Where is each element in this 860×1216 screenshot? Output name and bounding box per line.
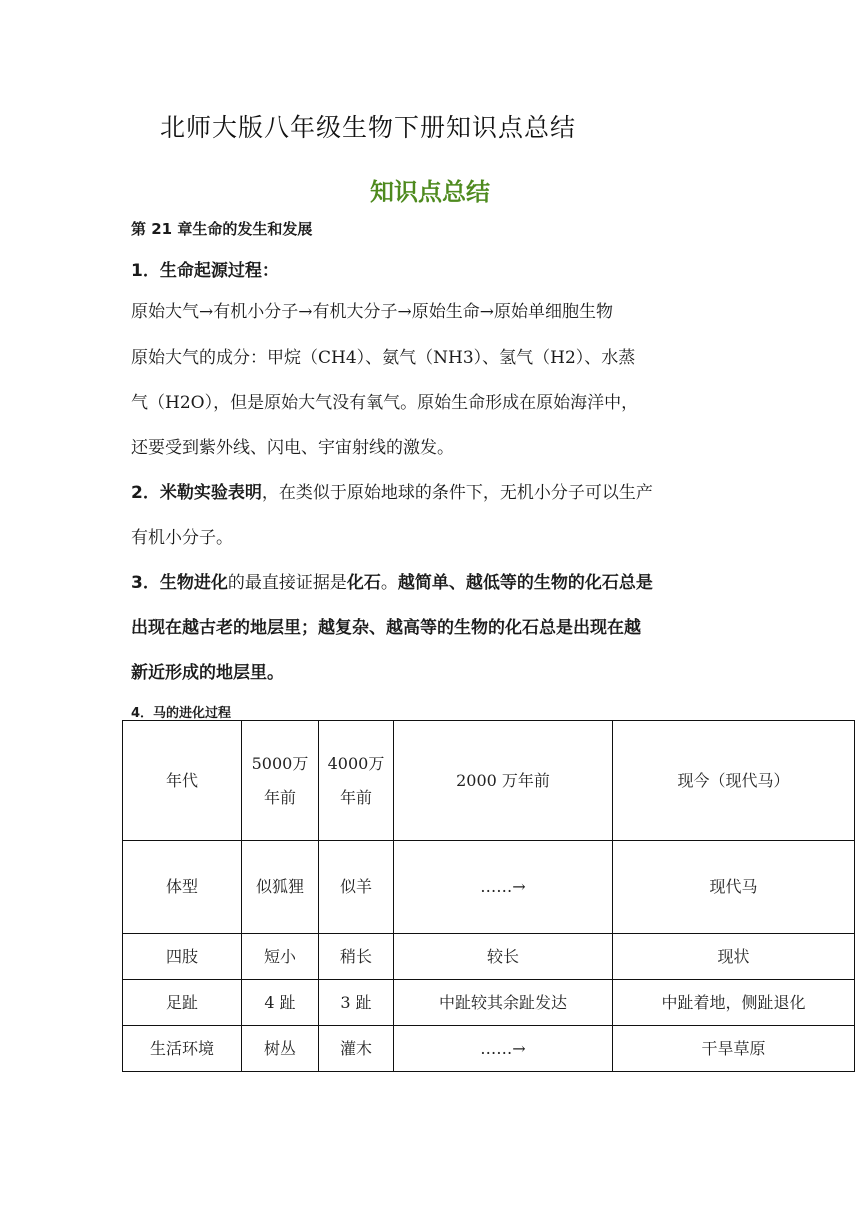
table-cell: 4000万年前 xyxy=(319,721,394,841)
table-cell: 现状 xyxy=(613,934,855,980)
chapter-heading: 第 21 章生命的发生和发展 xyxy=(131,220,313,238)
table-cell: 3 趾 xyxy=(319,980,394,1026)
table-row xyxy=(123,934,855,980)
table-cell: 2000 万年前 xyxy=(394,721,613,841)
item3-normal: 的最直接证据是 xyxy=(227,573,347,593)
table-row xyxy=(123,841,855,934)
table-cell: 4 趾 xyxy=(242,980,319,1026)
table-cell: 体型 xyxy=(123,841,242,934)
table-row xyxy=(123,721,855,841)
table-cell: 似羊 xyxy=(319,841,394,934)
item1-line2: 原始大气的成分：甲烷（CH4）、氨气（NH3）、氢气（H2）、水蒸 xyxy=(131,348,636,368)
table-row xyxy=(123,980,855,1026)
table-cell: 5000万年前 xyxy=(242,721,319,841)
item2-bold: 2．米勒实验表明 xyxy=(131,483,262,503)
table-cell: 足趾 xyxy=(123,980,242,1026)
table-cell: 干旱草原 xyxy=(613,1026,855,1072)
item4-label: 4．马的进化过程 xyxy=(131,706,232,721)
table-cell: 中趾较其余趾发达 xyxy=(394,980,613,1026)
document-title: 北师大版八年级生物下册知识点总结 xyxy=(160,113,577,142)
table-cell: 较长 xyxy=(394,934,613,980)
section-heading: 知识点总结 xyxy=(370,178,490,206)
item3-bold2: 化石 xyxy=(346,573,381,593)
horse-evolution-table xyxy=(122,720,855,1072)
table-cell: 树丛 xyxy=(242,1026,319,1072)
table-cell: 生活环境 xyxy=(123,1026,242,1072)
item1-line4: 还要受到紫外线、闪电、宇宙射线的激发。 xyxy=(131,438,454,458)
table-cell: 似狐狸 xyxy=(242,841,319,934)
item1-label: 1．生命起源过程： xyxy=(131,261,279,281)
table-row xyxy=(123,1026,855,1072)
table-cell: 四肢 xyxy=(123,934,242,980)
table-cell: 稍长 xyxy=(319,934,394,980)
item2-line1 xyxy=(131,478,653,503)
table-cell: ……→ xyxy=(394,841,613,934)
table-cell: 中趾着地，侧趾退化 xyxy=(613,980,855,1026)
item1-line1: 原始大气→有机小分子→有机大分子→原始生命→原始单细胞生物 xyxy=(131,302,613,322)
item2-line2: 有机小分子。 xyxy=(131,528,233,548)
table-cell: 现代马 xyxy=(613,841,855,934)
table-cell: 现今（现代马） xyxy=(613,721,855,841)
table-cell: 短小 xyxy=(242,934,319,980)
item3-normal2: 。 xyxy=(380,573,398,593)
table-cell: ……→ xyxy=(394,1026,613,1072)
item3-line3: 新近形成的地层里。 xyxy=(131,663,284,683)
item3-bold3: 越简单、越低等的生物的化石总是 xyxy=(397,573,653,593)
table-cell: 灌木 xyxy=(319,1026,394,1072)
table-cell: 年代 xyxy=(123,721,242,841)
item3-line2: 出现在越古老的地层里；越复杂、越高等的生物的化石总是出现在越 xyxy=(131,618,641,638)
item3-bold1: 3．生物进化 xyxy=(131,573,228,593)
item3-line1 xyxy=(131,568,653,593)
item2-rest: ，在类似于原始地球的条件下，无机小分子可以生产 xyxy=(261,483,653,503)
item1-line3: 气（H2O），但是原始大气没有氧气。原始生命形成在原始海洋中， xyxy=(131,393,639,413)
